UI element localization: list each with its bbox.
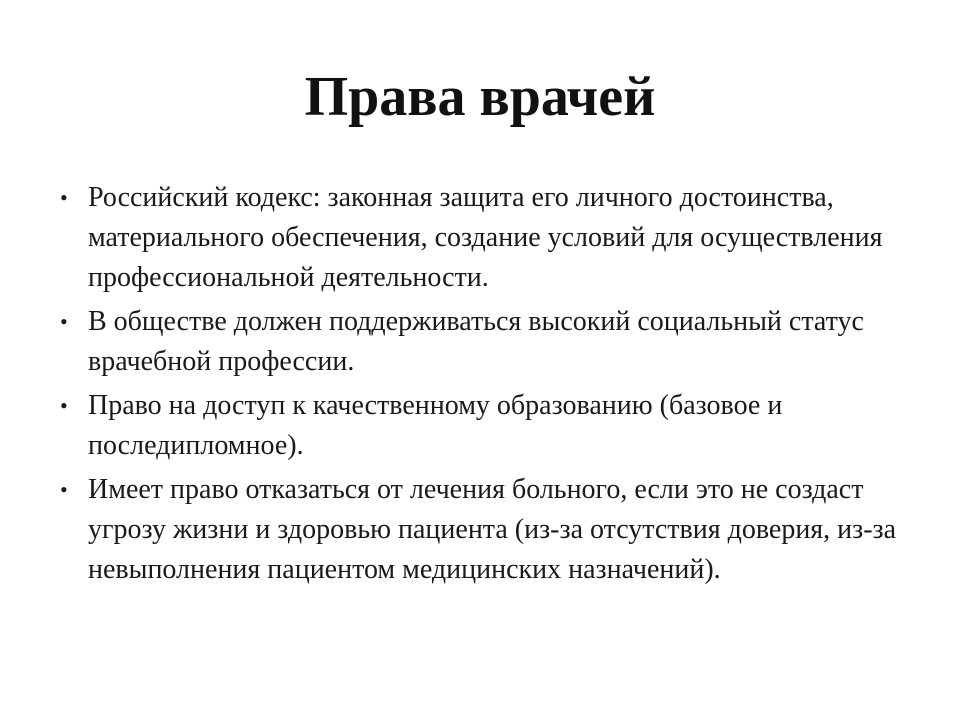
bullet-text: В обществе должен поддерживаться высокий социальный статус врачебной профессии. (88, 306, 864, 377)
bullet-item-4 (60, 470, 910, 590)
bullet-item-3 (60, 386, 910, 466)
bullet-list (60, 178, 910, 594)
bullet-dot-icon: • (60, 185, 68, 210)
bullet-item-2 (60, 302, 910, 382)
slide-title: Права врачей (304, 66, 656, 128)
bullet-text: Право на доступ к качественному образованию (базовое и последипломное). (88, 390, 783, 461)
bullet-dot-icon: • (60, 477, 68, 502)
bullet-text: Имеет право отказаться от лечения больного, если это не создаст угрозу жизни и здоровью пациента (из-за отсутствия доверия, из-за невыполнения пациентом медицинских назначений). (88, 474, 897, 585)
bullet-text: Российский кодекс: законная защита его личного достоинства, материального обеспечения, создание условий для осуществления профессиональной деятельности. (88, 182, 883, 293)
bullet-dot-icon: • (60, 393, 68, 418)
bullet-dot-icon: • (60, 309, 68, 334)
bullet-item-1 (60, 178, 910, 298)
